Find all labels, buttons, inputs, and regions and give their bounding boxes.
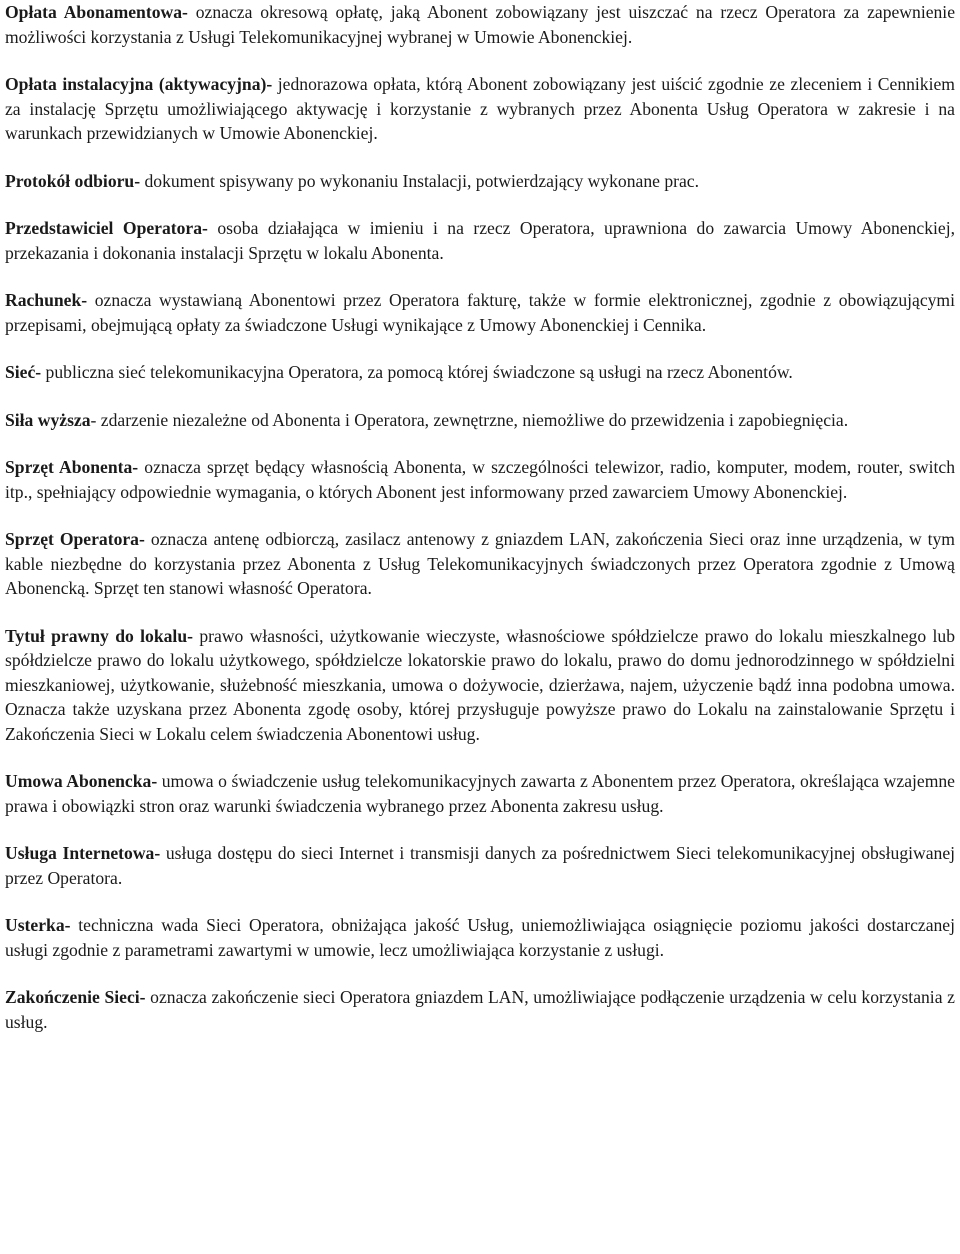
definition-usluga-internetowa	[5, 841, 955, 890]
definition-przedstawiciel-operatora	[5, 216, 955, 265]
definition-sprzet-abonenta	[5, 455, 955, 504]
definition-term: Protokół odbioru-	[5, 170, 141, 191]
definition-term: Przedstawiciel Operatora-	[5, 218, 208, 238]
definition-zakonczenie-sieci	[5, 985, 955, 1034]
definition-term: Usługa Internetowa-	[5, 843, 161, 863]
definition-term: Zakończenie Sieci-	[5, 987, 146, 1007]
definition-term: Opłata Abonamentowa-	[5, 2, 188, 22]
definition-text: oznacza wystawianą Abonentowi przez Operatora fakturę, także w formie elektronicznej, zgodnie z obowiązującymi przepisami, obejmującą opłaty za świadczone Usługi wynikające z Umowy Abonenckiej i Cennika.	[5, 290, 955, 335]
definition-term: Umowa Abonencka-	[5, 771, 158, 791]
definition-text: oznacza zakończenie sieci Operatora gniazdem LAN, umożliwiające podłączenie urządzenia w celu korzystania z usług.	[5, 987, 955, 1032]
definition-term: Siła wyższa	[5, 409, 91, 430]
definition-text: dokument spisywany po wykonaniu Instalacji, potwierdzający wykonane prac.	[140, 170, 700, 191]
definition-sprzet-operatora	[5, 527, 955, 601]
definition-text: techniczna wada Sieci Operatora, obniżająca jakość Usług, uniemożliwiająca osiągnięcie poziomu jakości dostarczanej usługi zgodnie z parametrami zawartymi w umowie, lecz umożliwiająca korzystanie z usługi.	[5, 915, 955, 960]
definition-text: jednorazowa opłata, którą Abonent zobowiązany jest uiścić zgodnie ze zleceniem i Cennikiem za instalację Sprzętu umożliwiającego aktywację i korzystanie z wybranych przez Abonenta Usług Operatora w zakresie i na warunkach przewidzianych w Umowie Abonenckiej.	[5, 74, 955, 143]
definition-oplata-abonamentowa	[5, 0, 955, 49]
definition-protokol-odbioru	[5, 169, 955, 194]
definition-text: usługa dostępu do sieci Internet i transmisji danych za pośrednictwem Sieci telekomunikacyjnej obsługiwanej przez Operatora.	[5, 843, 956, 888]
definition-text: umowa o świadczenie usług telekomunikacyjnych zawarta z Abonentem przez Operatora, określająca wzajemne prawa i obowiązki stron oraz warunki świadczenia wybranego przez Abonenta zakresu usług.	[5, 771, 955, 816]
definition-term: Tytuł prawny do lokalu-	[5, 625, 193, 646]
definition-term: Sprzęt Operatora-	[5, 529, 145, 549]
definition-tytul-prawny	[5, 624, 955, 747]
definition-oplata-instalacyjna	[5, 72, 955, 146]
definition-term: Usterka-	[5, 915, 71, 935]
definition-text: osoba działająca w imieniu i na rzecz Operatora, uprawniona do zawarcia Umowy Abonenckiej, przekazania i dokonania instalacji Sprzętu w lokalu Abonenta.	[5, 218, 955, 263]
definition-umowa-abonencka	[5, 769, 955, 818]
definition-term: Sieć-	[5, 362, 42, 382]
definition-text: oznacza okresową opłatę, jaką Abonent zobowiązany jest uiszczać na rzecz Operatora za zapewnienie możliwości korzystania z Usługi Telekomunikacyjnej wybranej w Umowie Abonenckiej.	[5, 2, 956, 47]
definition-term: Opłata instalacyjna (aktywacyjna)-	[5, 74, 273, 94]
definition-sila-wyzsza	[5, 408, 955, 433]
definition-rachunek	[5, 288, 955, 337]
definition-usterka	[5, 913, 955, 962]
definition-text: oznacza sprzęt będący własnością Abonenta, w szczególności telewizor, radio, komputer, modem, router, switch itp., spełniający odpowiednie wymagania, o których Abonent jest informowany przed zawarciem Umowy Abonenckiej.	[5, 457, 955, 502]
definition-term: Sprzęt Abonenta-	[5, 457, 139, 477]
definitions-document	[5, 0, 955, 1057]
definition-term: Rachunek-	[5, 290, 88, 310]
definition-text: oznacza antenę odbiorczą, zasilacz antenowy z gniazdem LAN, zakończenia Sieci oraz inne urządzenia, w tym kable niezbędne do korzystania przez Abonenta z Usług Telekomunikacyjnych świadczonych przez Operatora zgodnie z Umową Abonencką. Sprzęt ten stanowi własność Operatora.	[5, 529, 955, 598]
definition-text: publiczna sieć telekomunikacyjna Operatora, za pomocą której świadczone są usługi na rzecz Abonentów.	[41, 362, 793, 382]
definition-text: - zdarzenie niezależne od Abonenta i Operatora, zewnętrzne, niemożliwe do przewidzenia i zapobiegnięcia.	[90, 409, 849, 430]
definition-siec	[5, 360, 955, 385]
definition-text: prawo własności, użytkowanie wieczyste, własnościowe spółdzielcze prawo do lokalu mieszkalnego lub spółdzielcze prawo do lokalu użytkowego, spółdzielcze lokatorskie prawo do lokalu, prawo do domu jednorodzinnego w spółdzielni mieszkaniowej, użytkowanie, służebność mieszkania, umowa o dożywocie, dzierżawa, najem, użyczenie bądź inna podobna umowa. Oznacza także uzyskana przez Abonenta zgodę osoby, której przysługuje powyższe prawo do Lokalu na zainstalowanie Sprzętu i Zakończenia Sieci w Lokalu celem świadczenia Abonentowi usług.	[5, 625, 955, 744]
